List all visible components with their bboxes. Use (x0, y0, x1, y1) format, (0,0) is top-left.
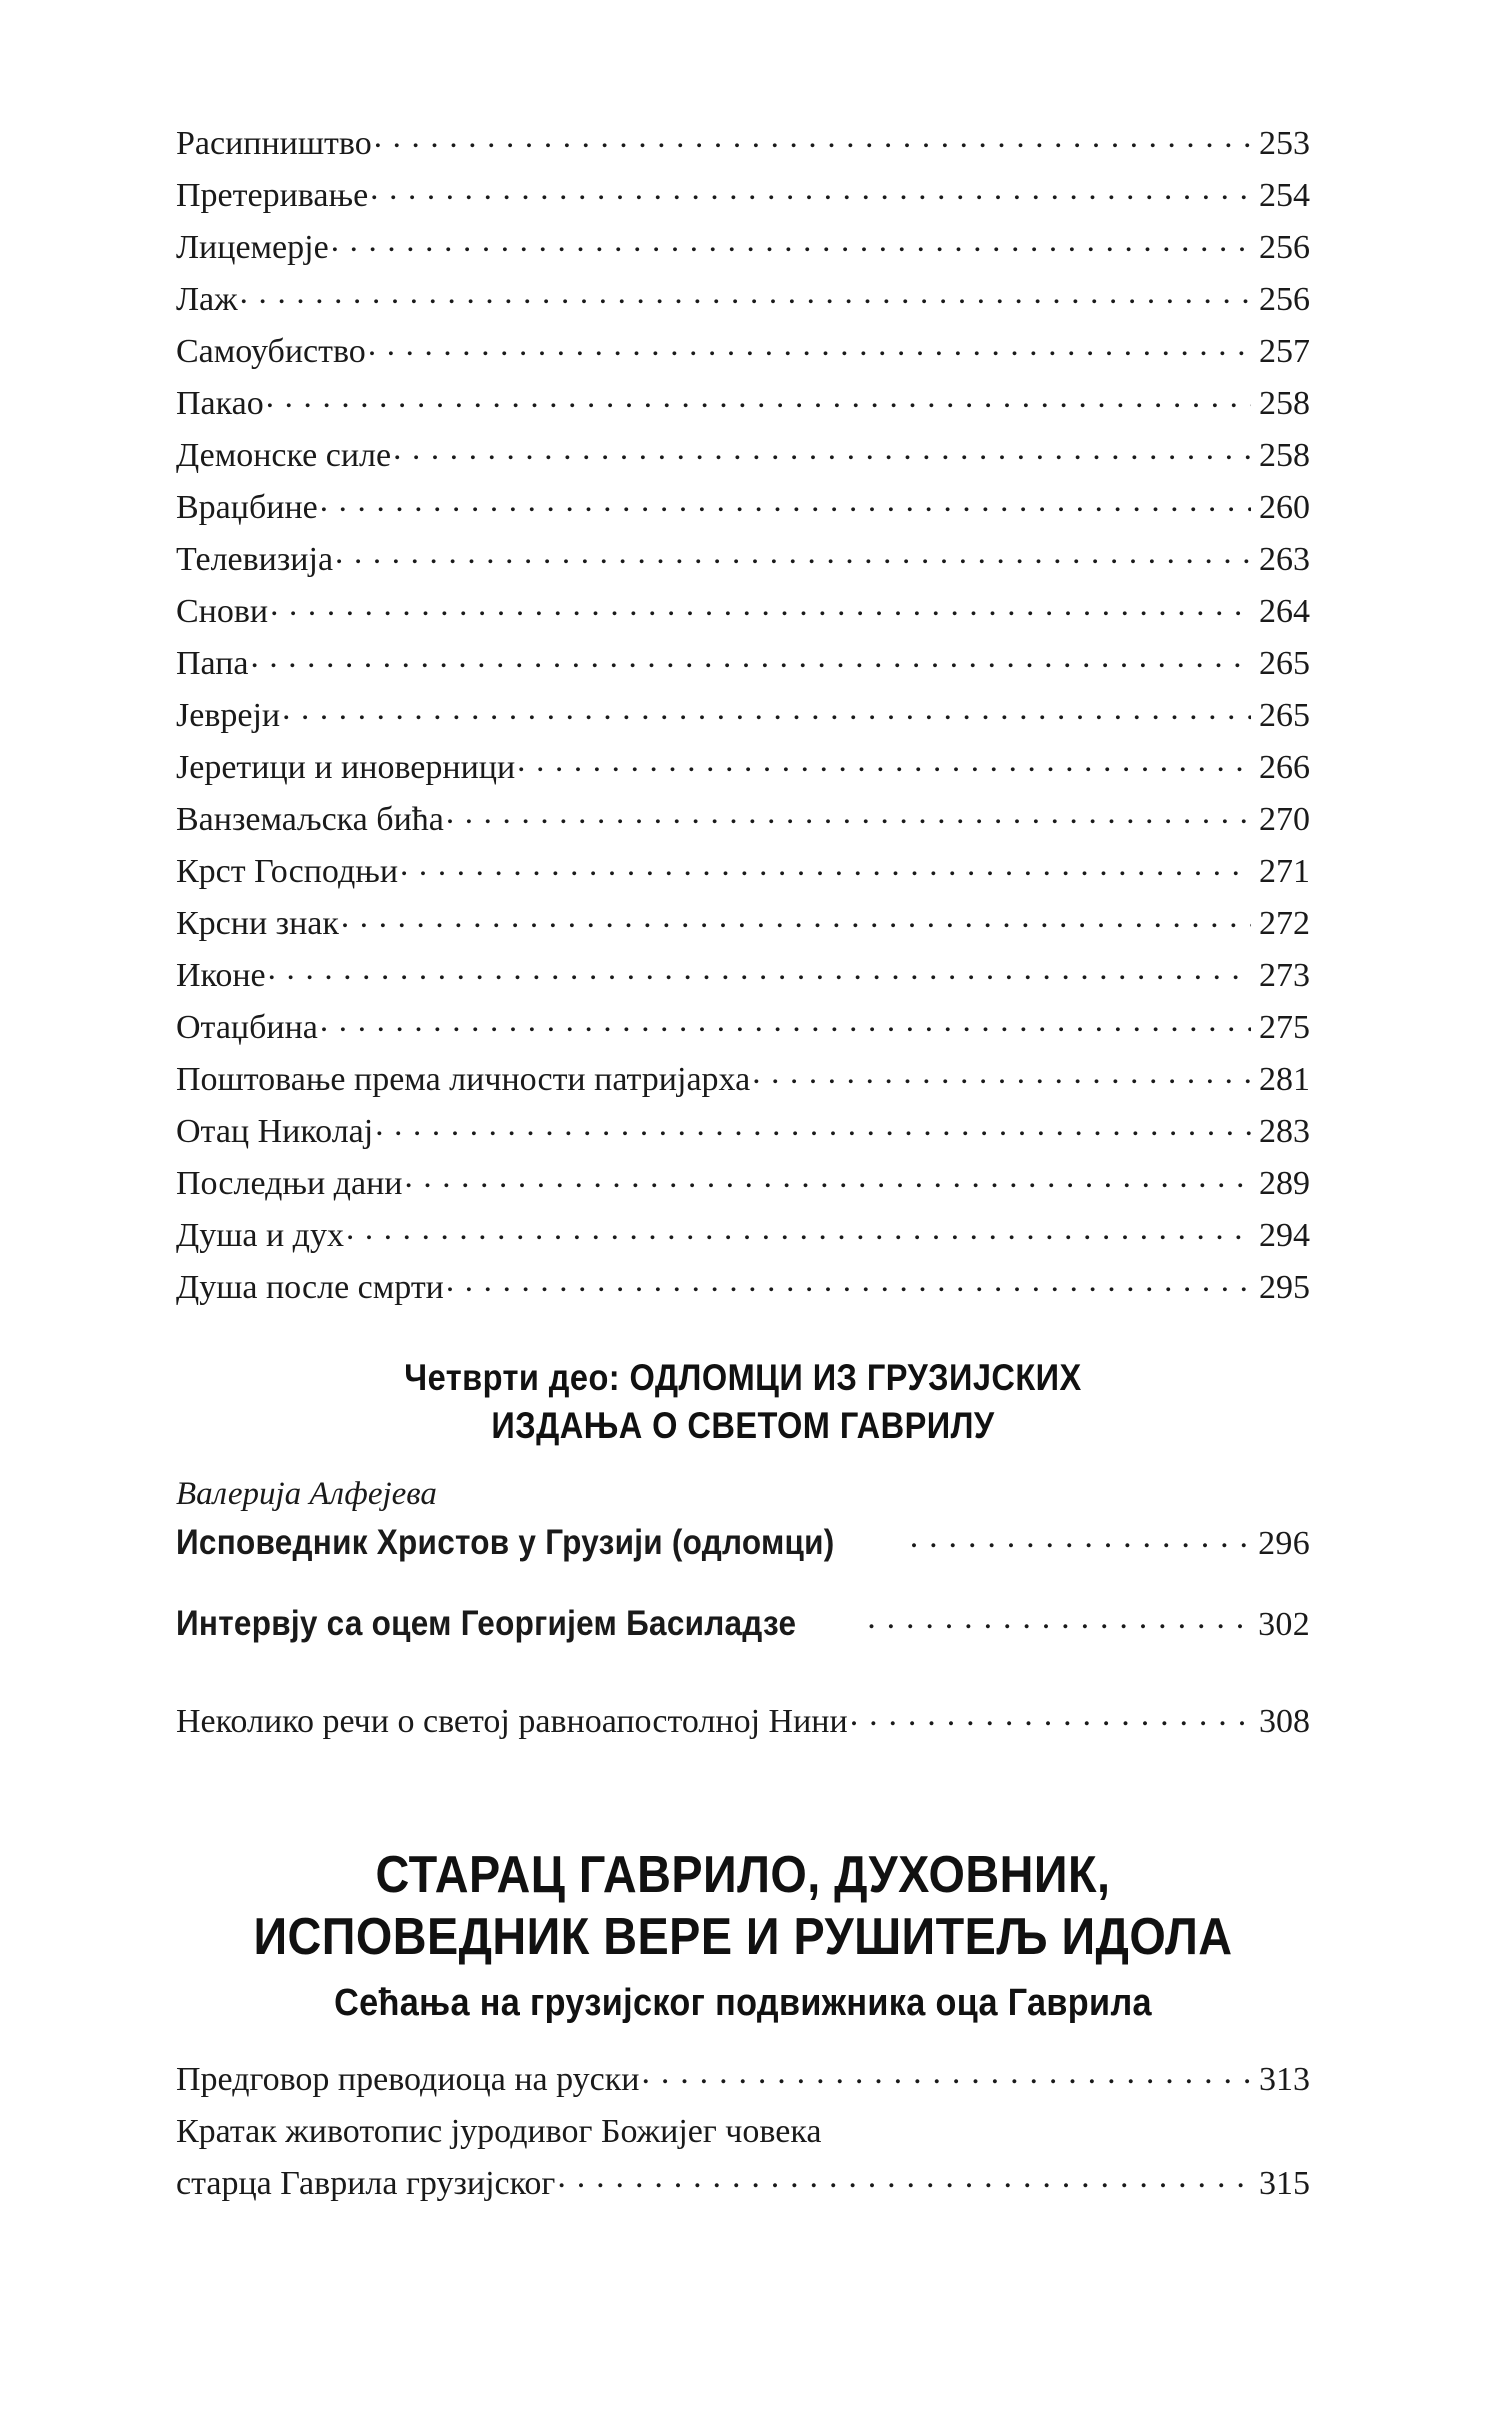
toc-entry-title: Интервју са оцем Георгијем Басиладзе (176, 1604, 797, 1643)
toc-entry-page: 258 (1259, 437, 1310, 474)
toc-entry[interactable] (176, 378, 1310, 430)
dot-leader (641, 2056, 1251, 2090)
spacer (176, 1748, 1310, 1844)
toc-entry-page: 272 (1259, 905, 1310, 942)
dot-leader (341, 900, 1251, 934)
toc-entry-page: 275 (1259, 1009, 1310, 1046)
dot-leader (335, 536, 1251, 570)
toc-entry-title: Расипништво (176, 125, 372, 162)
dot-leader (331, 224, 1251, 258)
toc-entry-title: Лаж (176, 281, 238, 318)
part-four-heading-line2: ИЗДАЊА О СВЕТОМ ГАВРИЛУ (491, 1405, 995, 1446)
dot-leader (557, 2160, 1251, 2194)
work-title (233, 1844, 1254, 1968)
toc-entry[interactable] (176, 118, 1310, 170)
spacer (176, 1571, 1310, 1597)
dot-leader (250, 640, 1251, 674)
dot-leader (320, 1004, 1251, 1038)
toc-entry-title: Самоубиство (176, 333, 366, 370)
toc-entry-title: Враџбине (176, 489, 318, 526)
toc-entry-page: 253 (1259, 125, 1310, 162)
toc-entry[interactable] (176, 1158, 1310, 1210)
dot-leader (404, 1160, 1251, 1194)
toc-entry-title: Последњи дани (176, 1165, 403, 1202)
toc-entry[interactable] (176, 430, 1310, 482)
dot-leader (346, 1212, 1251, 1246)
toc-entry[interactable] (176, 1106, 1310, 1158)
toc-entry-title: Иконе (176, 957, 266, 994)
toc-entry-title: Папа (176, 645, 249, 682)
toc-entry-page: 266 (1259, 749, 1310, 786)
dot-leader (446, 796, 1251, 830)
toc-entry[interactable] (176, 1002, 1310, 1054)
toc-entry-page: 265 (1259, 697, 1310, 734)
toc-entry-title: Душа после смрти (176, 1269, 444, 1306)
dot-leader (375, 1108, 1251, 1142)
part-four-heading (244, 1354, 1242, 1450)
toc-entry[interactable] (176, 2158, 1310, 2210)
toc-entry[interactable] (176, 326, 1310, 378)
toc-entry-title: Демонске силе (176, 437, 392, 474)
toc-entry-title: Поштовање према личности патријарха (176, 1061, 751, 1098)
dot-leader (446, 1264, 1251, 1298)
toc-entry[interactable] (176, 1262, 1310, 1314)
dot-leader (368, 328, 1251, 362)
toc-entry-page: 258 (1259, 385, 1310, 422)
dot-leader (374, 120, 1251, 154)
part-four-heading-line1: Четврти део: ОДЛОМЦИ ИЗ ГРУЗИЈСКИХ (404, 1357, 1082, 1398)
dot-leader (867, 1600, 1250, 1635)
toc-entry-page: 260 (1259, 489, 1310, 526)
toc-entry-title: Пакао (176, 385, 264, 422)
toc-entry-title: Јевреји (176, 697, 281, 734)
dot-leader (850, 1698, 1251, 1732)
toc-entry[interactable] (176, 1054, 1310, 1106)
toc-entry-page: 294 (1259, 1217, 1310, 1254)
dot-leader (268, 952, 1251, 986)
toc-entry-title: Отаџбина (176, 1009, 318, 1046)
toc-entry[interactable] (176, 690, 1310, 742)
chapter-list (176, 118, 1310, 1314)
toc-entry[interactable] (176, 222, 1310, 274)
toc-entry-title: Ванземаљска бића (176, 801, 444, 838)
spacer (176, 1652, 1310, 1696)
toc-entry-title: Крсни знак (176, 905, 339, 942)
toc-entry[interactable] (176, 794, 1310, 846)
toc-entry-page: 281 (1259, 1061, 1310, 1098)
toc-entry-title: Претеривање (176, 177, 369, 214)
toc-entry-page: 302 (1258, 1606, 1310, 1643)
toc-entry-page: 265 (1259, 645, 1310, 682)
toc-entry-page: 256 (1259, 281, 1310, 318)
toc-entry[interactable] (176, 846, 1310, 898)
toc-entry-title: старца Гаврила грузијског (176, 2165, 556, 2202)
toc-entry[interactable] (176, 1516, 1310, 1571)
toc-entry[interactable] (176, 482, 1310, 534)
dot-leader (393, 432, 1251, 466)
dot-leader (282, 692, 1251, 726)
toc-entry-wrapped-line1: Кратак животопис јуродивог Божијег човека (176, 2113, 822, 2150)
toc-entry-title: Исповедник Христов у Грузији (одломци) (176, 1523, 835, 1562)
toc-entry[interactable] (176, 950, 1310, 1002)
dot-leader (370, 172, 1251, 206)
dot-leader (910, 1519, 1250, 1554)
toc-entry-page: 296 (1258, 1525, 1310, 1562)
spacer (176, 2028, 1310, 2054)
toc-entry-page: 263 (1259, 541, 1310, 578)
toc-entry-page: 313 (1259, 2061, 1310, 2098)
toc-entry[interactable] (176, 638, 1310, 690)
dot-leader (752, 1056, 1251, 1090)
toc-entry-title: Јеретици и иноверници (176, 749, 516, 786)
toc-entry[interactable] (176, 2054, 1310, 2106)
dot-leader (400, 848, 1251, 882)
toc-entry-page: 254 (1259, 177, 1310, 214)
author-name: Валерија Алфејева (176, 1476, 437, 1512)
dot-leader (266, 380, 1251, 414)
toc-entry[interactable] (176, 170, 1310, 222)
toc-entry[interactable] (176, 1210, 1310, 1262)
toc-entry-title: Неколико речи о светој равноапостолној Нини (176, 1703, 848, 1740)
toc-page (176, 118, 1310, 2210)
toc-entry-title: Предговор преводиоца на руски (176, 2061, 640, 2098)
toc-entry-page: 283 (1259, 1113, 1310, 1150)
toc-entry-title: Лицемерје (176, 229, 329, 266)
toc-entry[interactable] (176, 1696, 1310, 1748)
toc-entry-page: 315 (1259, 2165, 1310, 2202)
toc-entry-title: Крст Господњи (176, 853, 399, 890)
toc-entry-title: Телевизија (176, 541, 334, 578)
toc-entry-page: 308 (1259, 1703, 1310, 1740)
toc-entry[interactable] (176, 742, 1310, 794)
toc-entry-page: 257 (1259, 333, 1310, 370)
dot-leader (270, 588, 1251, 622)
dot-leader (240, 276, 1251, 310)
toc-entry-title: Душа и дух (176, 1217, 344, 1254)
toc-entry-page: 289 (1259, 1165, 1310, 1202)
work-title-line1: СТАРАЦ ГАВРИЛО, ДУХОВНИК, (375, 1846, 1111, 1904)
dot-leader (320, 484, 1251, 518)
dot-leader (517, 744, 1251, 778)
work-subtitle: Сећања на грузијског подвижника оца Гаврила (334, 1982, 1152, 2024)
toc-entry-page: 295 (1259, 1269, 1310, 1306)
toc-entry[interactable] (176, 898, 1310, 950)
toc-entry-page: 271 (1259, 853, 1310, 890)
toc-entry[interactable] (176, 534, 1310, 586)
toc-entry-title: Отац Николај (176, 1113, 374, 1150)
toc-entry-page: 273 (1259, 957, 1310, 994)
work-title-line2: ИСПОВЕДНИК ВЕРЕ И РУШИТЕЉ ИДОЛА (253, 1908, 1233, 1966)
toc-entry[interactable] (176, 1597, 1310, 1652)
toc-entry-page: 256 (1259, 229, 1310, 266)
toc-entry[interactable] (176, 586, 1310, 638)
toc-entry[interactable] (176, 274, 1310, 326)
toc-entry-title: Снови (176, 593, 269, 630)
toc-entry-page: 264 (1259, 593, 1310, 630)
toc-entry-page: 270 (1259, 801, 1310, 838)
